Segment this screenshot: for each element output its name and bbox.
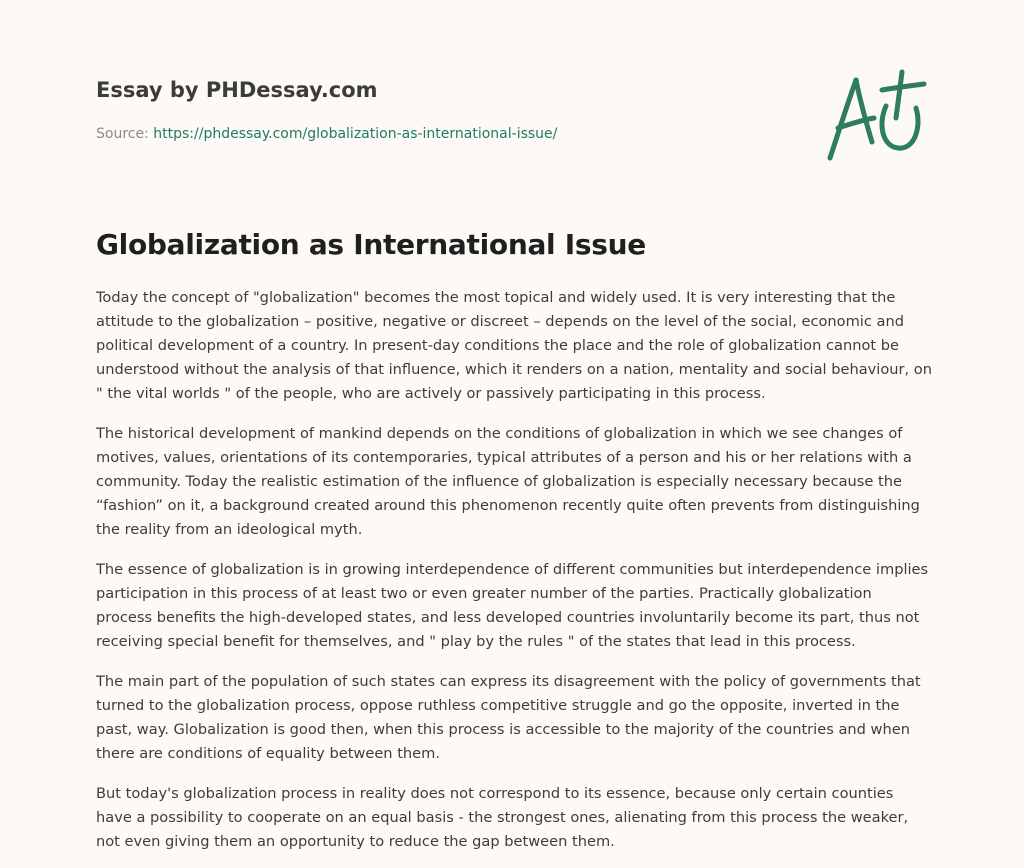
page-header	[96, 74, 796, 144]
article-paragraph: But today's globalization process in reality does not correspond to its essence, because only certain counties have a possibility to cooperate on an equal basis - the strongest ones, alienating from this process the weaker, not even giving them an opportunity to reduce the gap between them.	[96, 785, 909, 850]
brand-title: Essay by PHDessay.com	[96, 78, 378, 102]
article-paragraph: Today the concept of "globalization" becomes the most topical and widely used. It is very interesting that the attitude to the globalization – positive, negative or discreet – depends on the level of the social, economic and political development of a country. In present-day conditions the place and the role of globalization cannot be understood without the analysis of that influence, which it renders on a nation, mentality and social behaviour, on " the vital worlds " of the people, who are actively or passively participating in this process.	[96, 289, 932, 402]
article-body	[96, 286, 932, 868]
source-label: Source:	[96, 126, 149, 142]
article-paragraph: The essence of globalization is in growing interdependence of different communities but interdependence implies participation in this process of at least two or even greater number of the parties. Practically globalization process benefits the high-developed states, and less developed countries involuntarily become its part, thus not receiving special benefit for themselves, and " play by the rules " of the states that lead in this process.	[96, 561, 929, 650]
a-plus-logo-icon	[820, 66, 930, 166]
a-plus-logo-svg	[820, 66, 930, 166]
source-link[interactable]: https://phdessay.com/globalization-as-international-issue/	[153, 126, 558, 142]
article-title: Globalization as International Issue	[96, 228, 646, 261]
article-paragraph: The main part of the population of such states can express its disagreement with the policy of governments that turned to the globalization process, oppose ruthless competitive struggle and go the opposite, inverted in the past, way. Globalization is good then, when this process is accessible to the majority of the countries and when there are conditions of equality between them.	[96, 673, 921, 762]
article-paragraph: The historical development of mankind depends on the conditions of globalization in which we see changes of motives, values, orientations of its contemporaries, typical attributes of a person and his or her relations with a community. Today the realistic estimation of the influence of globalization is especially necessary because the “fashion” on it, a background created around this phenomenon recently quite often prevents from distinguishing the reality from an ideological myth.	[96, 425, 920, 538]
source-line	[96, 124, 796, 144]
